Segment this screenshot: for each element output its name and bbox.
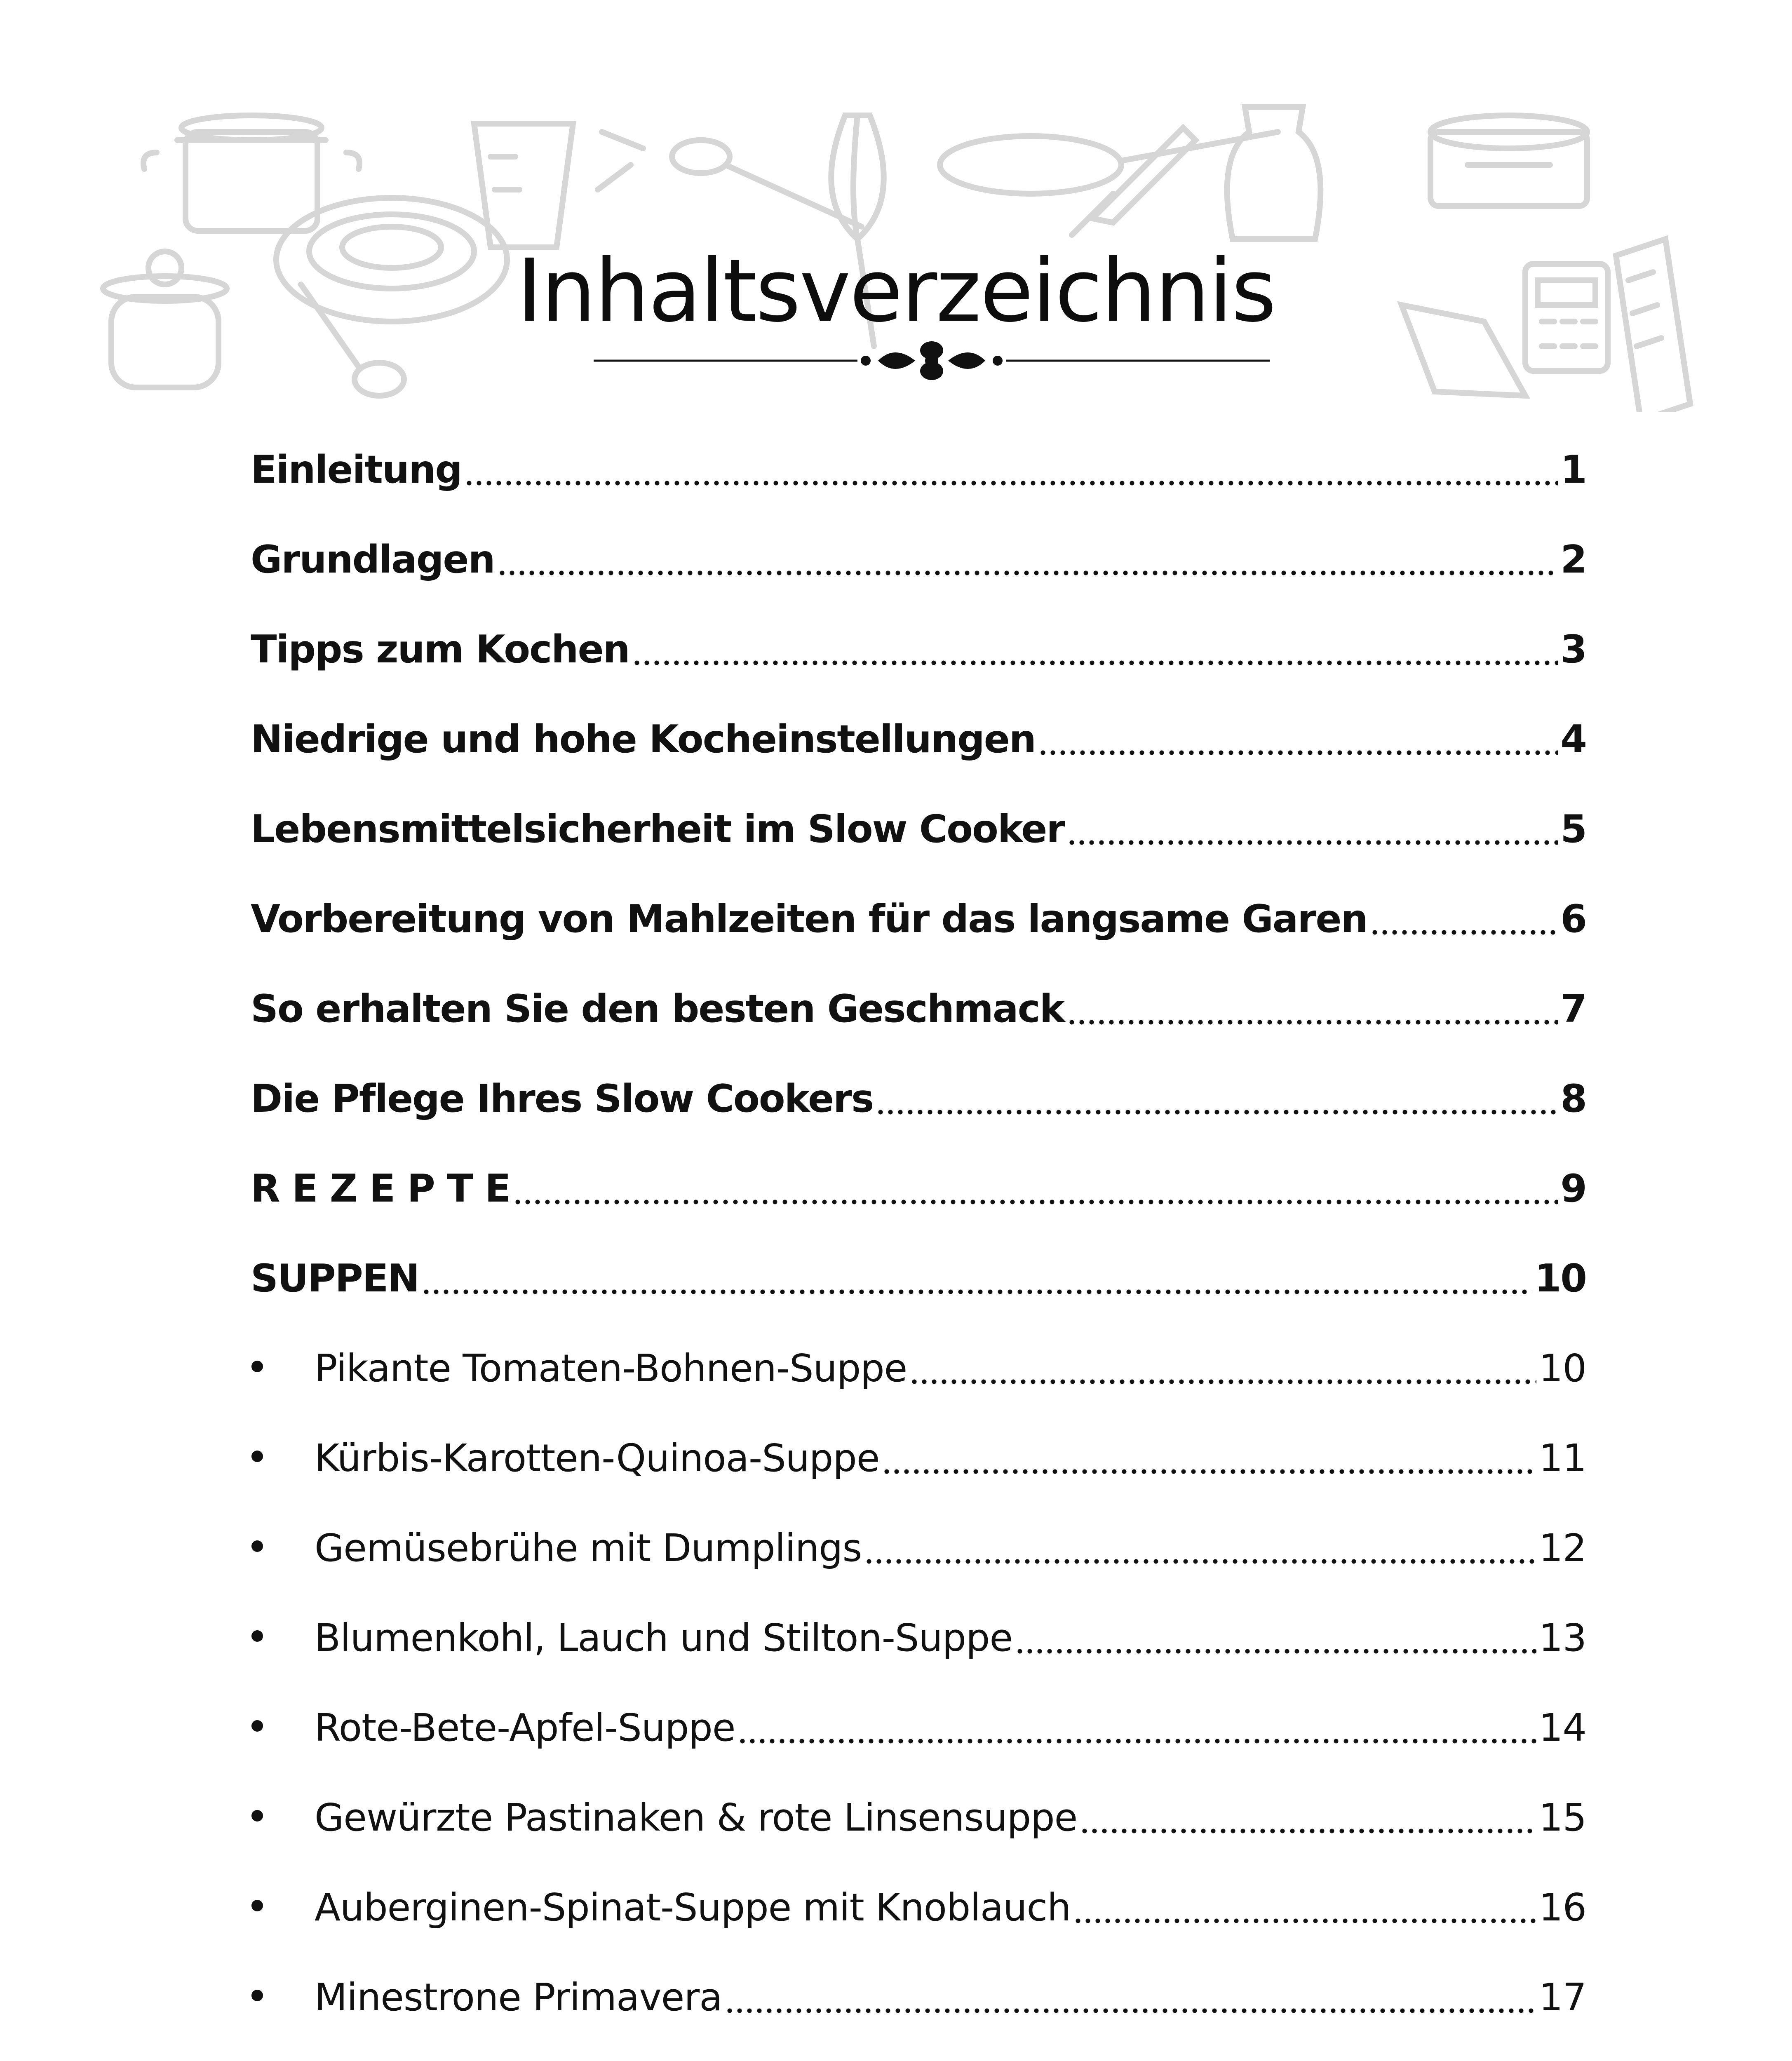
dot-leader	[1067, 840, 1558, 845]
bullet-icon	[251, 1796, 315, 1840]
toc-subentry[interactable]	[251, 1313, 1586, 1403]
toc-page-number: 16	[1538, 1885, 1586, 1930]
toc-entry-title: Minestrone Primavera	[315, 1975, 722, 2019]
cooking-pot-icon	[143, 115, 359, 231]
toc-subentry[interactable]	[251, 1672, 1586, 1762]
toc-entry[interactable]	[251, 953, 1586, 1043]
pitcher-icon	[1227, 107, 1321, 239]
bullet-icon	[251, 1706, 315, 1750]
toc-page-number: 10	[1534, 1256, 1586, 1300]
spoon-icon	[598, 132, 862, 227]
toc-entry-title: Kürbis-Karotten-Quinoa-Suppe	[315, 1436, 880, 1480]
dot-leader	[1370, 930, 1558, 935]
toc-page-number: 6	[1560, 897, 1586, 941]
toc-subentry[interactable]	[251, 1403, 1586, 1493]
dot-leader	[876, 1109, 1558, 1115]
toc-page-number: 9	[1560, 1166, 1586, 1211]
knife-icon	[1072, 128, 1195, 235]
toc-entry[interactable]	[251, 684, 1586, 774]
toc-entry[interactable]	[251, 594, 1586, 684]
toc-entry-title: Grundlagen	[251, 537, 495, 582]
toc-entry[interactable]	[251, 504, 1586, 594]
toc-entry-title: Pikante Tomaten-Bohnen-Suppe	[315, 1346, 907, 1390]
toc-entry[interactable]	[251, 774, 1586, 864]
toc-page-number: 1	[1560, 447, 1586, 492]
bullet-icon	[251, 1975, 315, 2019]
toc-subentry[interactable]	[251, 2032, 1586, 2061]
toc-entry-title: Rote-Bete-Apfel-Suppe	[315, 1706, 735, 1750]
toc-entry-title: Niedrige und hohe Kocheinstellungen	[251, 717, 1036, 761]
dot-leader	[1015, 1648, 1536, 1654]
dot-leader	[421, 1289, 1532, 1295]
cake-tin-icon	[1430, 115, 1587, 206]
bullet-icon	[251, 1526, 315, 1570]
dot-leader	[632, 660, 1558, 666]
toc-subentry[interactable]	[251, 1493, 1586, 1582]
toc-page-number: 10	[1538, 1346, 1586, 1390]
bullet-icon	[251, 1616, 315, 1660]
bullet-icon	[251, 1436, 315, 1480]
toc-page-number: 14	[1538, 1706, 1586, 1750]
dot-leader	[882, 1469, 1536, 1474]
toc-entry-title: Auberginen-Spinat-Suppe mit Knoblauch	[315, 1885, 1071, 1930]
dot-leader	[737, 1738, 1536, 1744]
toc-page-number: 12	[1538, 1526, 1586, 1570]
table-of-contents	[251, 414, 1586, 2061]
dot-leader	[864, 1559, 1536, 1564]
toc-subentry[interactable]	[251, 1942, 1586, 2032]
toc-entry-title: Vorbereitung von Mahlzeiten für das langsame Garen	[251, 897, 1367, 941]
toc-page-number: 5	[1560, 807, 1586, 851]
toc-entry-title: So erhalten Sie den besten Geschmack	[251, 986, 1064, 1031]
toc-page-number: 17	[1538, 1975, 1586, 2019]
dot-leader	[464, 480, 1558, 486]
toc-page-number: 11	[1538, 1436, 1586, 1480]
toc-entry[interactable]	[251, 1043, 1586, 1133]
toc-entry-title: Blumenkohl, Lauch und Stilton-Suppe	[315, 1616, 1013, 1660]
dot-leader	[909, 1379, 1536, 1385]
dot-leader	[1080, 1828, 1536, 1834]
toc-subentry[interactable]	[251, 1852, 1586, 1942]
toc-entry[interactable]	[251, 414, 1586, 504]
frying-pan-icon	[940, 132, 1278, 194]
bullet-icon	[251, 1346, 315, 1390]
dot-leader	[725, 2008, 1536, 2014]
toc-page-number: 13	[1538, 1616, 1586, 1660]
toc-subentry[interactable]	[251, 1582, 1586, 1672]
toc-page-number: 2	[1560, 537, 1586, 582]
bullet-icon	[251, 1885, 315, 1930]
toc-page-number: 7	[1560, 986, 1586, 1031]
dot-leader	[497, 570, 1558, 576]
toc-entry[interactable]	[251, 1223, 1586, 1313]
toc-page-number: 3	[1560, 627, 1586, 671]
toc-page-number: 15	[1538, 1796, 1586, 1840]
toc-entry[interactable]	[251, 864, 1586, 953]
dot-leader	[1038, 750, 1558, 756]
flourish-divider-icon	[594, 338, 1270, 383]
toc-entry-title: Gewürzte Pastinaken & rote Linsensuppe	[315, 1796, 1078, 1840]
toc-entry[interactable]	[251, 1133, 1586, 1223]
toc-subentry[interactable]	[251, 1762, 1586, 1852]
toc-page-number: 4	[1560, 717, 1586, 761]
toc-entry-title: Gemüsebrühe mit Dumplings	[315, 1526, 862, 1570]
toc-entry-title: SUPPEN	[251, 1256, 419, 1300]
toc-entry-title: Einleitung	[251, 447, 462, 492]
dot-leader	[513, 1199, 1558, 1205]
dot-leader	[1073, 1918, 1536, 1924]
toc-entry-title: Lebensmittelsicherheit im Slow Cooker	[251, 807, 1065, 851]
page-title: Inhaltsverzeichnis	[517, 240, 1275, 341]
toc-entry-title: Tipps zum Kochen	[251, 627, 629, 671]
measuring-cup-icon	[474, 124, 573, 247]
dot-leader	[1067, 1019, 1558, 1025]
toc-entry-title: R E Z E P T E	[251, 1166, 510, 1211]
toc-entry-title: Die Pflege Ihres Slow Cookers	[251, 1076, 874, 1121]
toc-page-number: 8	[1560, 1076, 1586, 1121]
